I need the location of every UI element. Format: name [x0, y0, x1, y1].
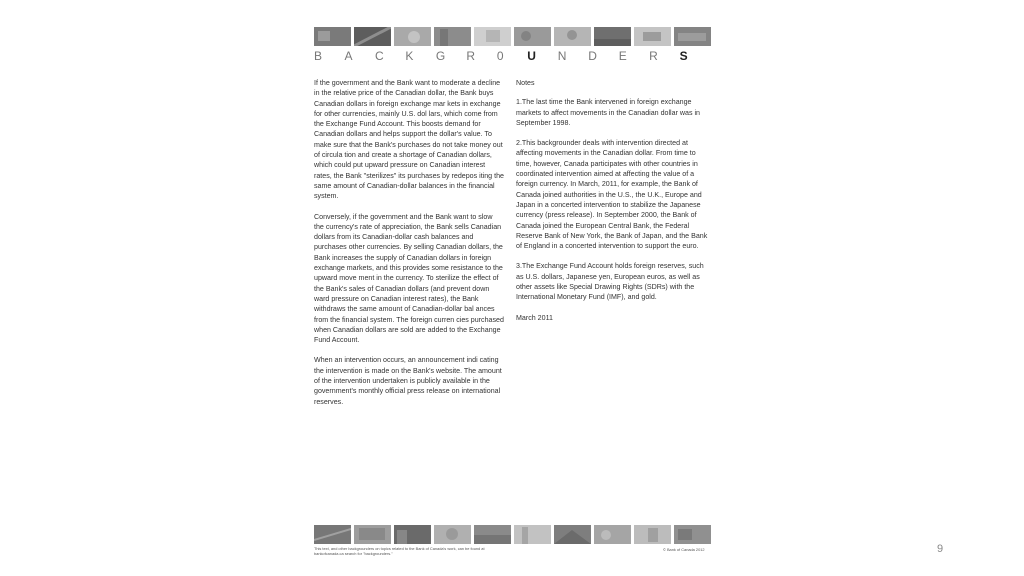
- header-photo-4: [434, 27, 471, 46]
- body-paragraph: If the government and the Bank want to moderate a decline in the relative price of the Canadian dollar, the Bank buys Canadian dollars in foreign exchange mar kets in exchange for other currencies, mainly U.S. dol lars, which come from the Exchange Fund Account. This boosts demand for Canadian dollars and helps support the dollar's value. To make sure that the Bank's purchases do not take money out of circula tion and create a shortage of Canadian dollars, which could put upward pressure on Canadian interest rates, the Bank "sterilizes" its purchases by redepos iting the same amount of Canadian-dollar balances in the financial system.: [314, 79, 504, 201]
- publication-date: March 2011: [516, 313, 553, 322]
- wordmark-letter: K: [405, 49, 414, 63]
- footer-photo-5: [474, 525, 511, 544]
- header-photo-3: [394, 27, 431, 46]
- wordmark-letter: B: [314, 49, 323, 63]
- wordmark-letter: U: [527, 49, 536, 63]
- footer-photo-10: [674, 525, 711, 544]
- body-paragraph: Conversely, if the government and the Bank want to slow the currency's rate of appreciation, the Bank sells Canadian dollars from its Canadian-dollar cash balances and purchases other currencies. By selling Canadian dollars, the Bank increases the supply of Canadian dollars in foreign exchange markets, and this provides some resistance to the upward move ment in the currency. To sterilize the effect of the Bank's sales of Canadian dollars (and prevent down ward pressure on Canadian interest rates), the Bank withdraws the same amount of Canadian-dollar bal ances from the financial system. The foreign curren cies purchased when Canadian dollars are sold are added to the Exchange Fund Account.: [314, 212, 504, 345]
- footer-photo-3: [394, 525, 431, 544]
- wordmark-letter: A: [344, 49, 353, 63]
- footer-photo-2: [354, 525, 391, 544]
- header-photo-1: [314, 27, 351, 46]
- header-photo-6: [514, 27, 551, 46]
- footer-photo-8: [594, 525, 631, 544]
- footer-copyright: © Bank of Canada 2012: [663, 547, 705, 552]
- footer-photo-7: [554, 525, 591, 544]
- note-item: 2.This backgrounder deals with intervention directed at affecting movements in the Canadian dollar. From time to time, however, Canada participates with other countries in coordinated intervention aimed at affecting the value of a foreign currency. In March, 2011, for example, the Bank of Canada joined authorities in the U.S., the U.K., Europe and Japan in a concerted intervention to stabilize the Japanese currency (press release). In September 2000, the Bank of Canada joined the European Central Bank, the Federal Reserve Bank of New York, the Bank of Japan, and the Bank of England in a concerted intervention to support the euro.: [516, 139, 708, 251]
- wordmark-letter: R: [649, 49, 658, 63]
- body-paragraph: When an intervention occurs, an announcement indi cating the intervention is made on the Bank's website. The amount of the intervention undertaken is publicly available in the government's monthly official press release on international reserves.: [314, 356, 502, 406]
- header-photo-10: [674, 27, 711, 46]
- backgrounders-wordmark: [314, 48, 710, 64]
- notes-column: [516, 78, 708, 333]
- note-item: 3.The Exchange Fund Account holds foreign reserves, such as U.S. dollars, Japanese yen, European euros, as well as other assets like Special Drawing Rights (SDRs) with the International Monetary Fund (IMF), and gold.: [516, 262, 704, 302]
- header-photo-8: [594, 27, 631, 46]
- header-photo-7: [554, 27, 591, 46]
- wordmark-letter: R: [466, 49, 476, 63]
- wordmark-letter: G: [435, 49, 446, 63]
- header-photo-9: [634, 27, 671, 46]
- page-number: 9: [937, 543, 944, 555]
- header-photo-5: [474, 27, 511, 46]
- footer-photo-9: [634, 525, 671, 544]
- header-photo-2: [354, 27, 391, 46]
- header-photo-strip: [314, 27, 711, 46]
- notes-heading: Notes: [516, 79, 535, 87]
- footer-photo-4: [434, 525, 471, 544]
- wordmark-letter: N: [557, 49, 567, 63]
- wordmark-letter: D: [588, 49, 597, 63]
- wordmark-letter: 0: [496, 49, 504, 63]
- footer-photo-strip: [314, 525, 711, 544]
- footer-photo-6: [514, 525, 551, 544]
- note-item: 1.The last time the Bank intervened in foreign exchange markets to affect movements in the Canadian dollar was in September 1998.: [516, 98, 701, 127]
- wordmark-letter: S: [679, 49, 688, 63]
- footer-photo-1: [314, 525, 351, 544]
- left-text-column: [314, 78, 504, 417]
- footer-note: This text, and other backgrounders on topics related to the Bank of Canada's work, can be found at bankofcanada.ca search for "backgrounders.": [314, 546, 485, 556]
- wordmark-letter: C: [374, 49, 384, 63]
- wordmark-letter: E: [618, 49, 627, 63]
